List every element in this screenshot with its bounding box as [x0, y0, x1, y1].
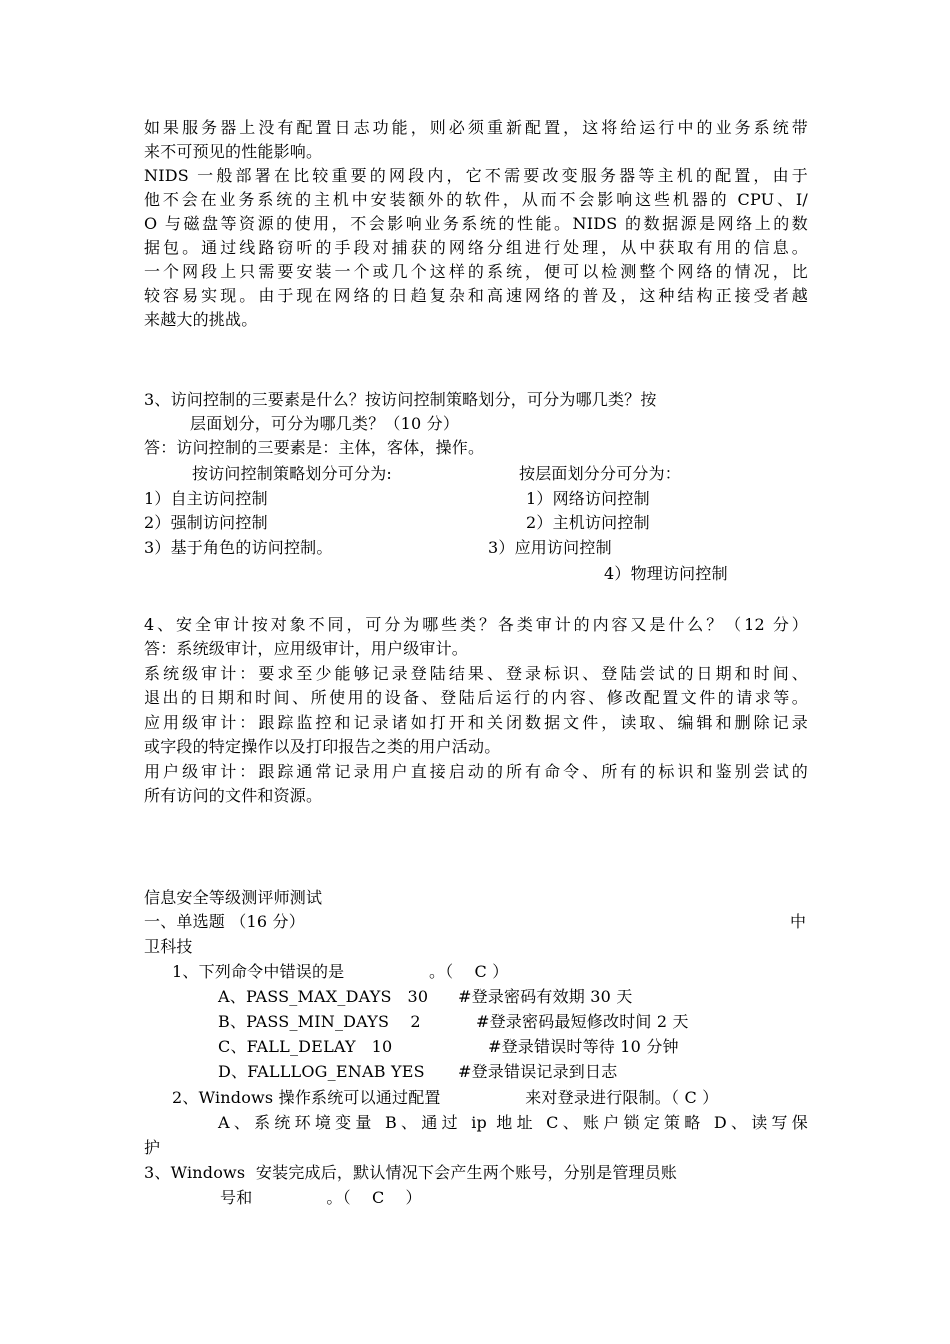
left-list-item: 1）自主访问控制: [144, 489, 268, 508]
question-line: 3、Windows 安装完成后，默认情况下会产生两个账号，分别是管理员账: [144, 1163, 678, 1182]
paragraph-line: 如果服务器上没有配置日志功能，则必须重新配置，这将给运行中的业务系统带: [144, 118, 808, 137]
paragraph-line: 来越大的挑战。: [144, 310, 258, 329]
option-command: B、PASS_MIN_DAYS 2: [218, 1012, 421, 1031]
option-line: 护: [144, 1138, 161, 1157]
paragraph-line: 所有访问的文件和资源。: [144, 786, 323, 805]
paragraph-line: 来不可预见的性能影响。: [144, 142, 323, 161]
option-command: A、PASS_MAX_DAYS 30: [218, 987, 429, 1006]
question-line: 2、Windows 操作系统可以通过配置 来对登录进行限制。（ C ）: [172, 1088, 719, 1107]
option-note: #登录错误时等待 10 分钟: [488, 1037, 679, 1056]
paragraph-line: 用户级审计：跟踪通常记录用户直接启动的所有命令、所有的标识和鉴别尝试的: [144, 762, 808, 781]
paragraph-line: O 与磁盘等资源的使用，不会影响业务系统的性能。NIDS 的数据源是网络上的数: [144, 214, 808, 233]
question-title: 4、安全审计按对象不同，可分为哪些类？各类审计的内容又是什么？（12 分）: [144, 615, 808, 634]
paragraph-line: 较容易实现。由于现在网络的日趋复杂和高速网络的普及，这种结构正接受者越: [144, 286, 808, 305]
question-title: 3、访问控制的三要素是什么？按访问控制策略划分，可分为哪几类？按: [144, 390, 657, 409]
answer-line: 答：访问控制的三要素是：主体，客体，操作。: [144, 438, 485, 457]
right-list-item: 2）主机访问控制: [526, 513, 650, 532]
section-subheading: 一、单选题 （16 分）: [144, 912, 305, 931]
right-list-item: 3）应用访问控制: [488, 538, 612, 557]
paragraph-line: 或字段的特定操作以及打印报告之类的用户活动。: [144, 737, 501, 756]
option-line: A、系统环境变量 B、通过 ip 地址 C、账户锁定策略 D、读写保: [218, 1113, 808, 1132]
brand-text: 卫科技: [144, 937, 193, 956]
left-list-item: 3）基于角色的访问控制。: [144, 538, 333, 557]
paragraph-line: 应用级审计：跟踪监控和记录诸如打开和关闭数据文件，读取、编辑和删除记录: [144, 713, 808, 732]
right-list-item: 4）物理访问控制: [604, 564, 728, 583]
option-note: #登录密码最短修改时间 2 天: [476, 1012, 689, 1031]
option-command: C、FALL_DELAY 10: [218, 1037, 393, 1056]
paragraph-line: 据包。通过线路窃听的手段对捕获的网络分组进行处理，从中获取有用的信息。: [144, 238, 808, 257]
option-note: #登录错误记录到日志: [458, 1062, 618, 1081]
paragraph-line: 退出的日期和时间、所使用的设备、登陆后运行的内容、修改配置文件的请求等。: [144, 688, 808, 707]
right-column-header: 按层面划分分可分为：: [519, 464, 682, 483]
left-list-item: 2）强制访问控制: [144, 513, 268, 532]
question-line: 号和 。（ C ）: [220, 1188, 422, 1207]
paragraph-line: 系统级审计：要求至少能够记录登陆结果、登录标识、登陆尝试的日期和时间、: [144, 664, 808, 683]
brand-text: 中: [790, 912, 807, 931]
right-list-item: 1）网络访问控制: [526, 489, 650, 508]
option-command: D、FALLLOG_ENAB YES: [218, 1062, 425, 1081]
answer-line: 答：系统级审计，应用级审计，用户级审计。: [144, 639, 469, 658]
paragraph-line: NIDS 一般部署在比较重要的网段内，它不需要改变服务器等主机的配置，由于: [144, 166, 808, 185]
paragraph-line: 一个网段上只需要安装一个或几个这样的系统，便可以检测整个网络的情况，比: [144, 262, 808, 281]
question-line: 1、下列命令中错误的是 。（ C ）: [172, 962, 509, 981]
option-note: #登录密码有效期 30 天: [458, 987, 633, 1006]
question-title: 层面划分，可分为哪几类？（10 分）: [190, 414, 460, 433]
left-column-header: 按访问控制策略划分可分为:: [192, 464, 392, 483]
paragraph-line: 他不会在业务系统的主机中安装额外的软件，从而不会影响这些机器的 CPU、I/: [144, 190, 808, 209]
section-heading: 信息安全等级测评师测试: [144, 888, 323, 907]
